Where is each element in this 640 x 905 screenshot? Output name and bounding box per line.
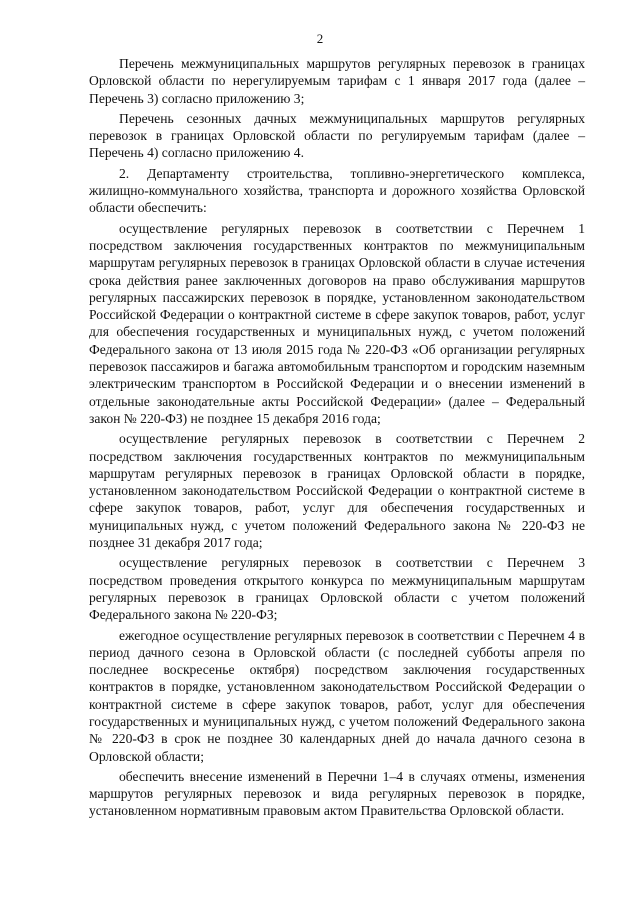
paragraph-list-4: Перечень сезонных дачных межмуниципальных маршрутов регулярных перевозок в границах Орловской области по регулируемым тарифам (далее – Перечень 4) согласно приложению 4. [89, 110, 585, 161]
paragraph-changes: обеспечить внесение изменений в Перечни 1–4 в случаях отмены, изменения маршрутов регулярных перевозок и вида регулярных перевозок в порядке, установленном нормативным правовым актом Правительства Орловской области. [89, 768, 585, 819]
paragraph-list-2-transport: осуществление регулярных перевозок в соответствии с Перечнем 2 посредством заключения государственных контрактов по межмуниципальным маршрутам регулярных перевозок в границах Орловской области в порядке, установленном законодательством Российской Федерации о контрактной системе в сфере закупок товаров, работ, услуг для обеспечения государственных и муниципальных нужд, с учетом положений Федерального закона № 220-ФЗ не позднее 31 декабря 2017 года; [89, 431, 585, 551]
paragraph-item-2: 2. Департаменту строительства, топливно-энергетического комплекса, жилищно-коммунального хозяйства, транспорта и дорожного хозяйства Орловской области обеспечить: [89, 165, 585, 216]
document-body [89, 55, 585, 823]
paragraph-list-3: Перечень межмуниципальных маршрутов регулярных перевозок в границах Орловской области по нерегулируемым тарифам с 1 января 2017 года (далее – Перечень 3) согласно приложению 3; [89, 56, 585, 106]
page-number: 2 [316, 31, 324, 46]
paragraph-list-4-transport: ежегодное осуществление регулярных перевозок в соответствии с Перечнем 4 в период дачного сезона в Орловской области (с последней субботы апреля по последнее воскресенье октября) посредством заключения государственных контрактов в порядке, установленном законодательством Российской Федерации о контрактной системе в сфере закупок товаров, работ, услуг для обеспечения государственных и муниципальных нужд, с учетом положений Федерального закона № 220-ФЗ в срок не позднее 30 календарных дней до начала дачного сезона в Орловской области; [89, 627, 585, 764]
paragraph-list-1-transport: осуществление регулярных перевозок в соответствии с Перечнем 1 посредством заключения государственных контрактов по межмуниципальным маршрутам регулярных перевозок в границах Орловской области в случае истечения срока действия ранее заключенных договоров на право обслуживания маршрутов регулярных пассажирских перевозок в порядке, установленном законодательством Российской Федерации о контрактной системе в сфере закупок товаров, работ, услуг для обеспечения государственных и муниципальных нужд, с учетом положений Федерального закона от 13 июля 2015 года № 220-ФЗ «Об организации регулярных перевозок пассажиров и багажа автомобильным транспортом и городским наземным электрическим транспортом в Российской Федерации и о внесении изменений в отдельные законодательные акты Российской Федерации» (далее – Федеральный закон № 220-ФЗ) не позднее 15 декабря 2016 года; [89, 220, 585, 426]
paragraph-list-3-transport: осуществление регулярных перевозок в соответствии с Перечнем 3 посредством проведения открытого конкурса по межмуниципальным маршрутам регулярных перевозок в границах Орловской области с учетом положений Федерального закона № 220-ФЗ; [89, 555, 585, 623]
